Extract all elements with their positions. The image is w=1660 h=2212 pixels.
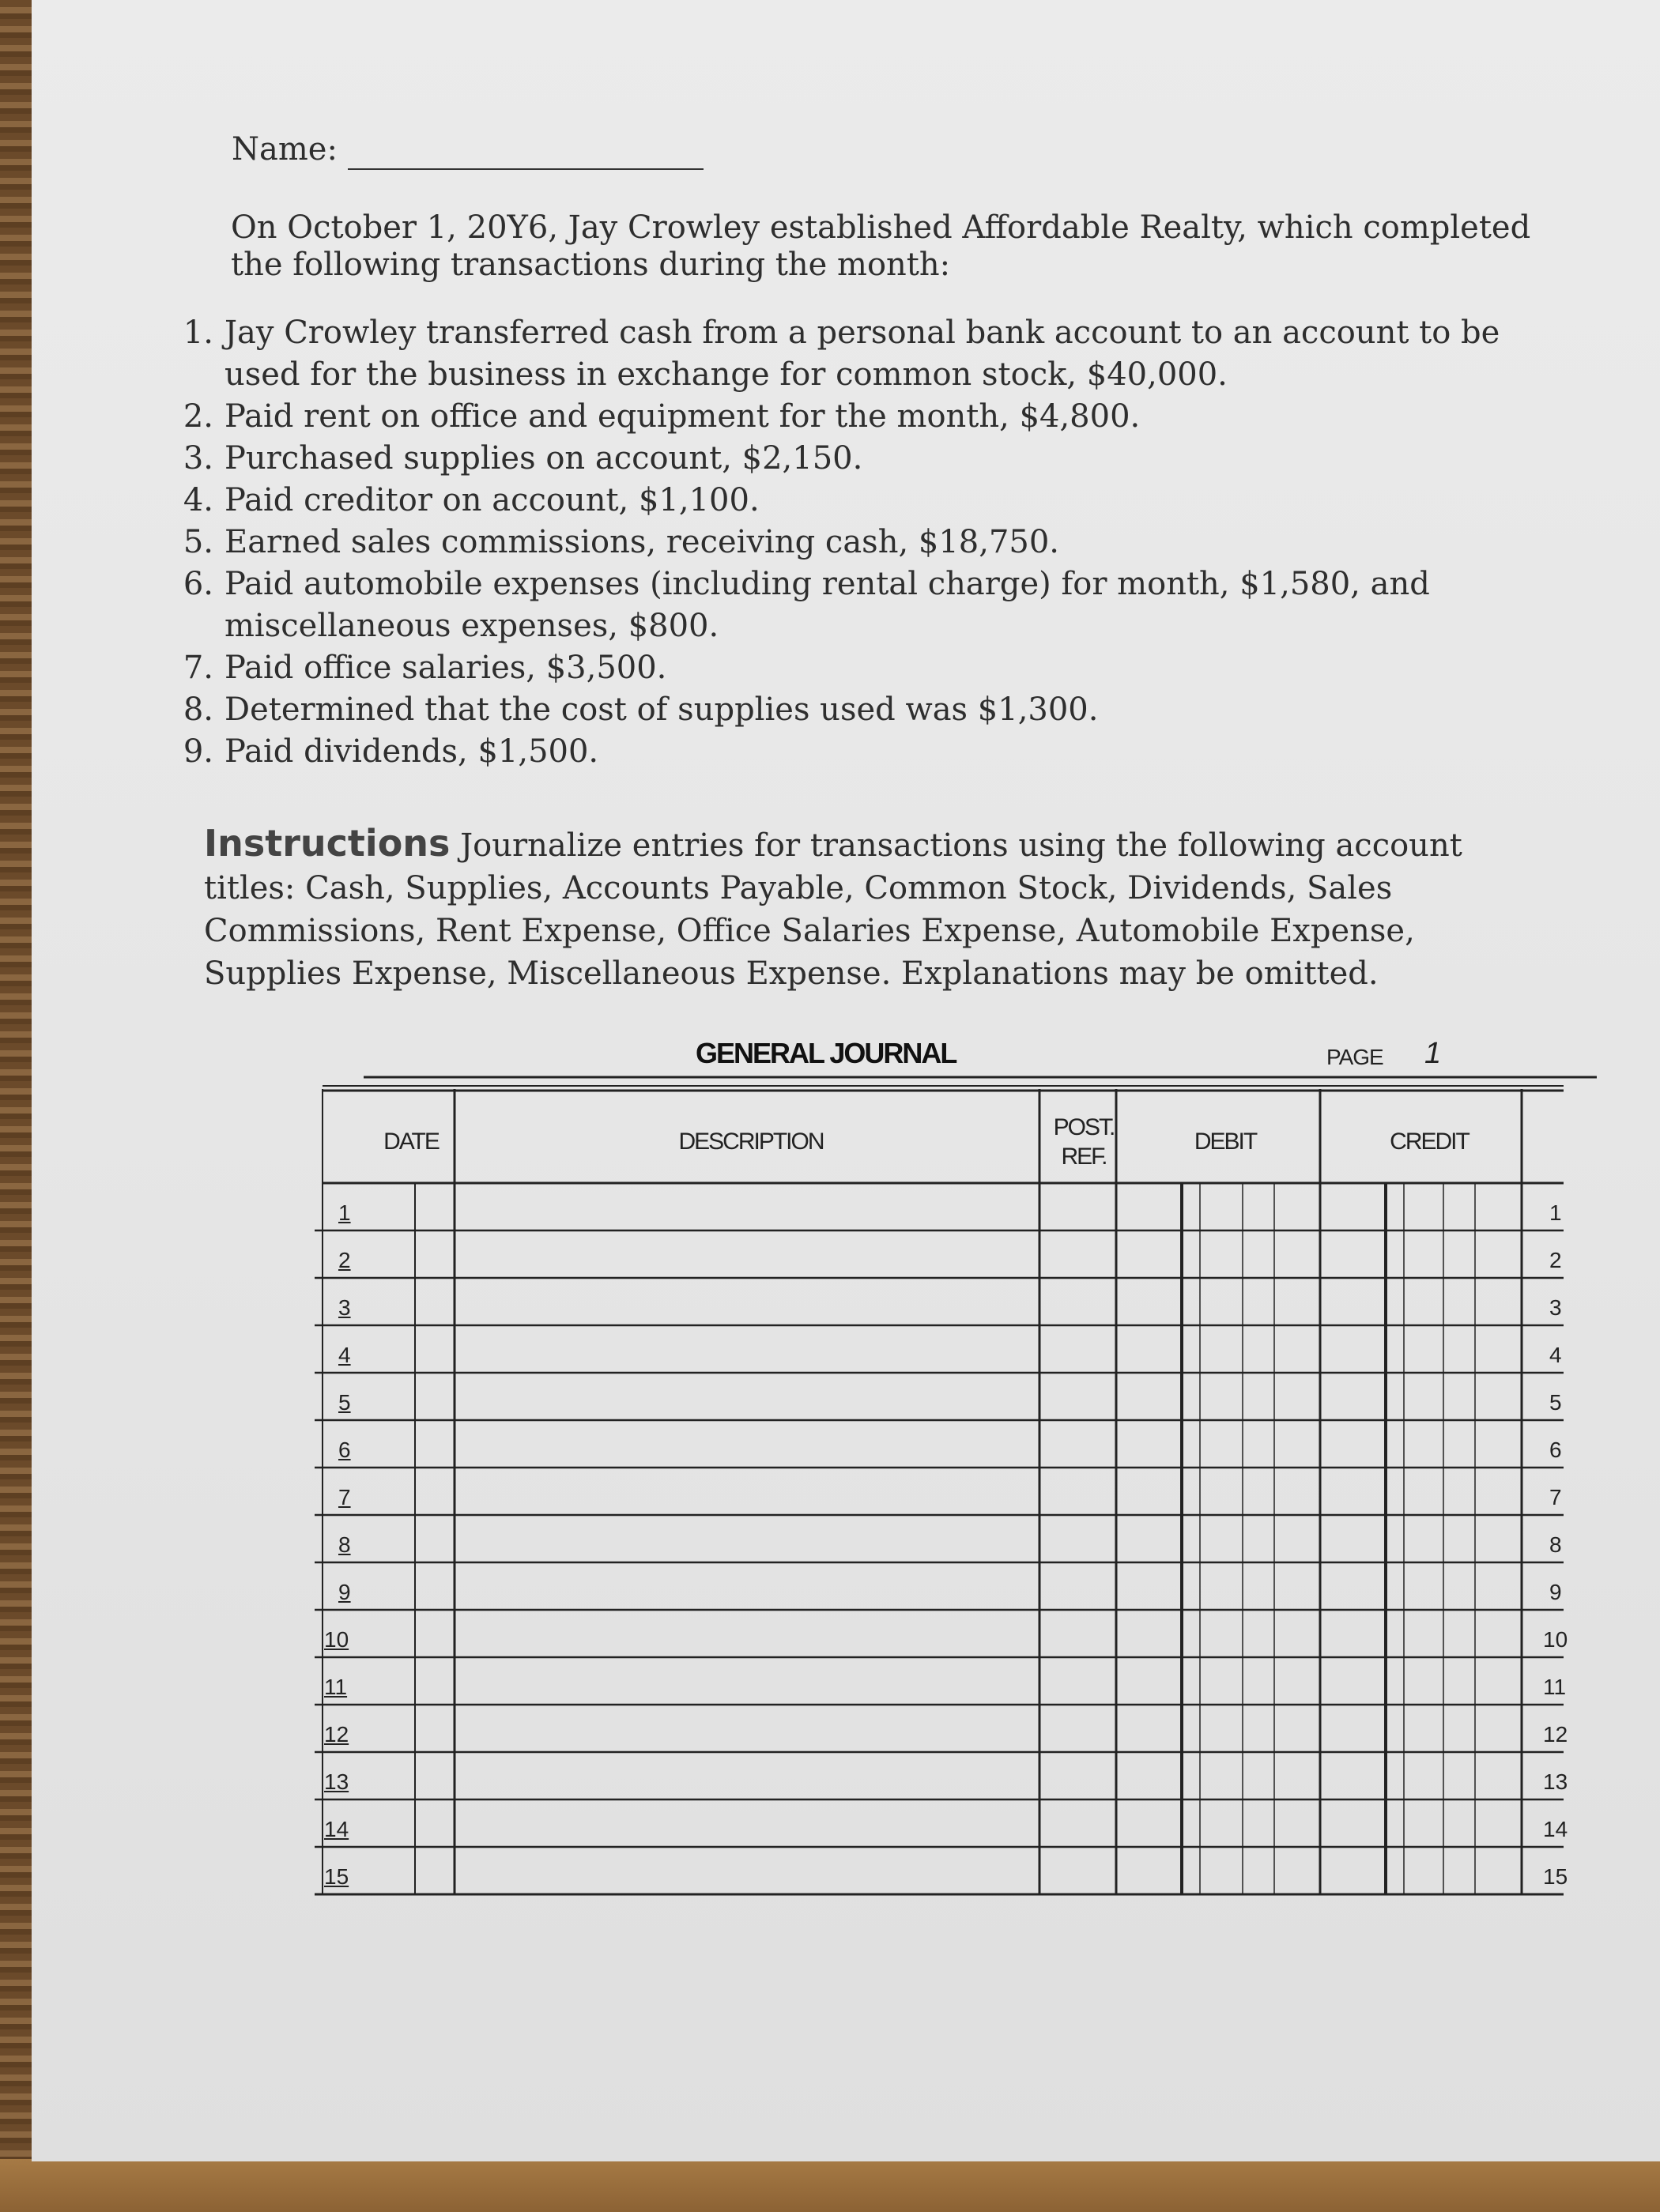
post-ref-cell[interactable] [1042,1423,1115,1465]
header-description: DESCRIPTION [678,1129,824,1155]
row-number-left: 4 [338,1343,351,1367]
name-label: Name: [232,131,338,168]
credit-cell[interactable] [1388,1612,1520,1655]
header-post-ref-1: POST. [1053,1114,1115,1140]
header-debit: DEBIT [1194,1129,1257,1155]
post-ref-cell[interactable] [1042,1517,1115,1560]
debit-cell[interactable] [1184,1565,1319,1607]
row-number-left: 13 [324,1769,349,1794]
row-number-right: 9 [1549,1580,1562,1604]
row-number-left: 2 [338,1248,351,1272]
debit-cell[interactable] [1184,1849,1319,1892]
credit-cell[interactable] [1388,1517,1520,1560]
post-ref-cell[interactable] [1042,1328,1115,1370]
debit-cell[interactable] [1184,1517,1319,1560]
date-cell[interactable] [372,1470,455,1513]
transaction-number: 5. [183,524,213,560]
header-date: DATE [383,1129,439,1155]
credit-cell[interactable] [1388,1565,1520,1607]
row-number-right: 11 [1543,1675,1567,1699]
date-cell[interactable] [372,1612,455,1655]
debit-cell[interactable] [1184,1612,1319,1655]
row-number-right: 15 [1543,1864,1568,1889]
header-post-ref-2: REF. [1061,1144,1107,1170]
date-cell[interactable] [372,1802,455,1845]
row-number-right: 4 [1549,1343,1562,1367]
instructions-line-4: Supplies Expense, Miscellaneous Expense. Explanations may be omitted. [204,955,1379,992]
debit-cell[interactable] [1184,1754,1319,1797]
description-cell[interactable] [457,1328,1038,1370]
credit-cell[interactable] [1388,1280,1520,1323]
header-credit: CREDIT [1390,1129,1469,1155]
description-cell[interactable] [457,1517,1038,1560]
post-ref-cell[interactable] [1042,1660,1115,1702]
date-cell[interactable] [372,1565,455,1607]
description-cell[interactable] [457,1423,1038,1465]
post-ref-cell[interactable] [1042,1280,1115,1323]
credit-cell[interactable] [1388,1849,1520,1892]
post-ref-cell[interactable] [1042,1707,1115,1750]
transaction-number: 9. [183,733,213,770]
date-cell[interactable] [372,1233,455,1276]
instructions-line-1: Journalize entries for transactions using the following account [450,827,1462,864]
transaction-number: 2. [183,398,213,435]
row-number-left: 3 [338,1295,351,1320]
date-cell[interactable] [372,1328,455,1370]
transaction-text: miscellaneous expenses, $800. [224,608,719,644]
intro-line-2: the following transactions during the month: [231,247,951,283]
credit-cell[interactable] [1388,1802,1520,1845]
debit-cell[interactable] [1184,1423,1319,1465]
transaction-number: 1. [183,315,213,351]
date-cell[interactable] [372,1375,455,1418]
post-ref-cell[interactable] [1042,1375,1115,1418]
transaction-text: used for the business in exchange for common stock, $40,000. [224,356,1228,393]
description-cell[interactable] [457,1185,1038,1228]
transaction-text: Paid office salaries, $3,500. [224,650,667,686]
page-label: PAGE [1326,1045,1383,1069]
post-ref-cell[interactable] [1042,1612,1115,1655]
transaction-number: 3. [183,440,213,477]
post-ref-cell[interactable] [1042,1802,1115,1845]
description-cell[interactable] [457,1233,1038,1276]
transaction-number: 4. [183,482,213,518]
debit-cell[interactable] [1184,1707,1319,1750]
credit-cell[interactable] [1388,1754,1520,1797]
row-number-right: 1 [1549,1200,1562,1225]
row-number-left: 10 [324,1627,349,1652]
transaction-number: 7. [183,650,213,686]
row-number-left: 7 [338,1485,351,1509]
transaction-text: Paid automobile expenses (including rental charge) for month, $1,580, and [224,566,1430,602]
post-ref-cell[interactable] [1042,1470,1115,1513]
page-number: 1 [1424,1037,1442,1070]
row-number-right: 8 [1549,1532,1562,1557]
debit-cell[interactable] [1184,1470,1319,1513]
instructions-label: Instructions [204,822,451,865]
row-number-right: 10 [1543,1627,1568,1652]
post-ref-cell[interactable] [1042,1233,1115,1276]
debit-cell[interactable] [1184,1328,1319,1370]
transaction-number: 6. [183,566,213,602]
credit-cell[interactable] [1388,1470,1520,1513]
row-number-right: 6 [1549,1438,1562,1462]
row-number-left: 15 [324,1864,349,1889]
description-cell[interactable] [457,1660,1038,1702]
description-cell[interactable] [457,1565,1038,1607]
date-cell[interactable] [372,1849,455,1892]
instructions-line-2: titles: Cash, Supplies, Accounts Payable, Common Stock, Dividends, Sales [204,870,1393,906]
credit-cell[interactable] [1388,1375,1520,1418]
row-number-left: 5 [338,1390,351,1415]
post-ref-cell[interactable] [1042,1849,1115,1892]
description-cell[interactable] [457,1612,1038,1655]
credit-cell[interactable] [1388,1328,1520,1370]
transaction-text: Determined that the cost of supplies used was $1,300. [224,691,1099,728]
row-number-left: 9 [338,1580,351,1604]
post-ref-cell[interactable] [1042,1754,1115,1797]
credit-cell[interactable] [1388,1233,1520,1276]
debit-cell[interactable] [1184,1375,1319,1418]
transaction-text: Paid dividends, $1,500. [224,733,599,770]
description-cell[interactable] [457,1375,1038,1418]
date-cell[interactable] [372,1707,455,1750]
description-cell[interactable] [457,1280,1038,1323]
journal-title: GENERAL JOURNAL [696,1037,956,1069]
credit-cell[interactable] [1388,1185,1520,1228]
date-cell[interactable] [372,1423,455,1465]
row-number-right: 7 [1549,1485,1562,1509]
transaction-number: 8. [183,691,213,728]
debit-cell[interactable] [1184,1280,1319,1323]
description-cell[interactable] [457,1802,1038,1845]
row-number-right: 5 [1549,1390,1562,1415]
row-number-right: 2 [1549,1248,1562,1272]
row-number-left: 1 [338,1200,351,1225]
row-number-right: 13 [1543,1769,1568,1794]
description-cell[interactable] [457,1849,1038,1892]
date-cell[interactable] [372,1185,455,1228]
row-number-right: 3 [1549,1295,1562,1320]
debit-cell[interactable] [1184,1233,1319,1276]
transaction-text: Purchased supplies on account, $2,150. [224,440,863,477]
credit-cell[interactable] [1388,1423,1520,1465]
row-number-right: 14 [1543,1817,1568,1841]
credit-cell[interactable] [1388,1707,1520,1750]
transaction-text: Jay Crowley transferred cash from a personal bank account to an account to be [224,315,1500,351]
post-ref-cell[interactable] [1042,1565,1115,1607]
instructions-line-3: Commissions, Rent Expense, Office Salaries Expense, Automobile Expense, [204,913,1415,949]
description-cell[interactable] [457,1707,1038,1750]
debit-cell[interactable] [1184,1802,1319,1845]
date-cell[interactable] [372,1280,455,1323]
debit-cell[interactable] [1184,1185,1319,1228]
row-number-left: 14 [324,1817,349,1841]
post-ref-cell[interactable] [1042,1185,1115,1228]
date-cell[interactable] [372,1517,455,1560]
credit-cell[interactable] [1388,1660,1520,1702]
date-cell[interactable] [372,1660,455,1702]
transaction-text: Paid creditor on account, $1,100. [224,482,760,518]
description-cell[interactable] [457,1754,1038,1797]
debit-cell[interactable] [1184,1660,1319,1702]
row-number-right: 12 [1543,1722,1568,1747]
description-cell[interactable] [457,1470,1038,1513]
row-number-left: 12 [324,1722,349,1747]
row-number-left: 11 [324,1675,348,1699]
row-number-left: 8 [338,1532,351,1557]
transaction-text: Paid rent on office and equipment for the month, $4,800. [224,398,1141,435]
date-cell[interactable] [372,1754,455,1797]
row-number-left: 6 [338,1438,351,1462]
intro-line-1: On October 1, 20Y6, Jay Crowley established Affordable Realty, which completed [231,209,1531,246]
transaction-text: Earned sales commissions, receiving cash, $18,750. [224,524,1060,560]
